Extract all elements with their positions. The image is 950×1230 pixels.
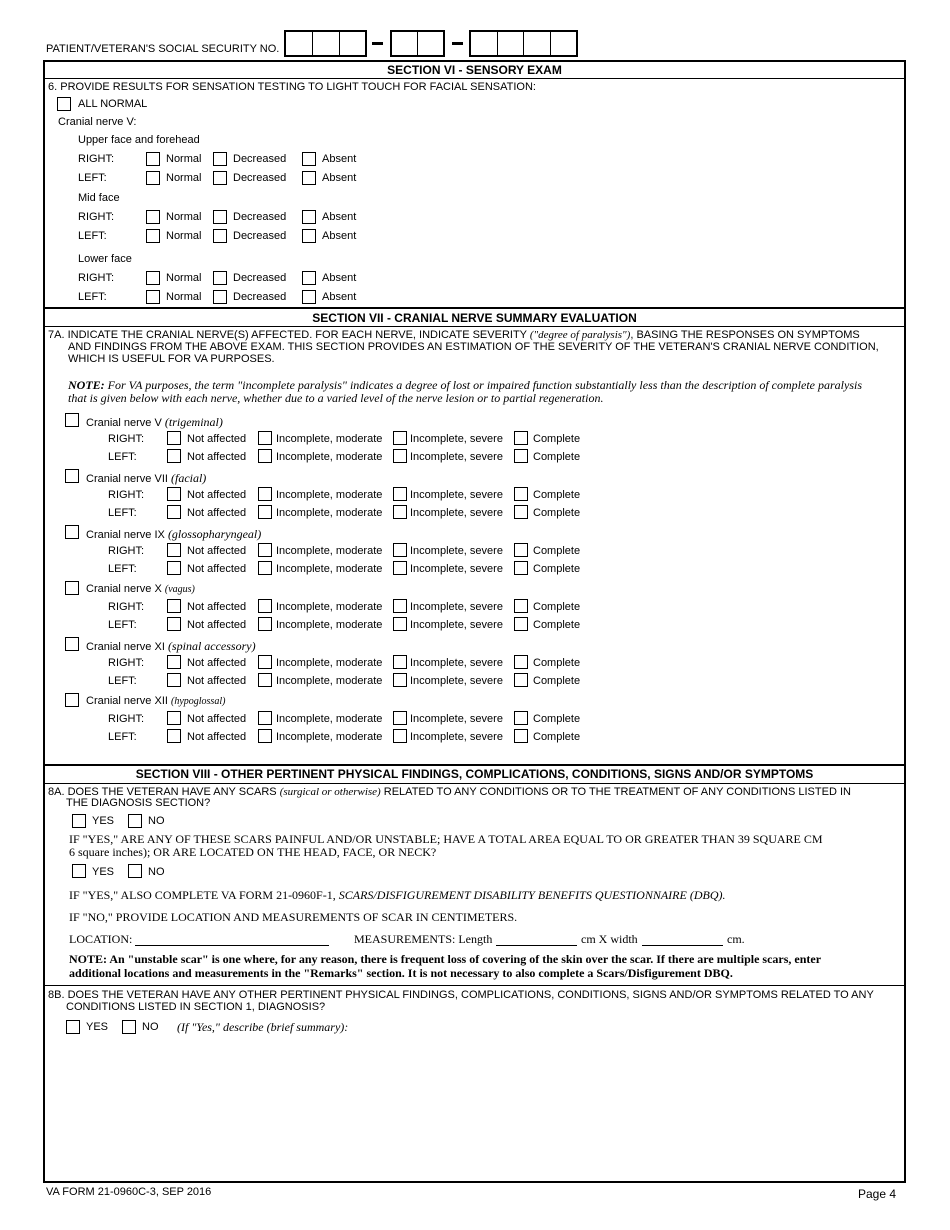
not-affected-label: Not affected bbox=[187, 507, 247, 519]
question-6-text: 6. PROVIDE RESULTS FOR SENSATION TESTING TO LIGHT TOUCH FOR FACIAL SENSATION: bbox=[48, 81, 536, 93]
side-label-right: RIGHT: bbox=[108, 601, 145, 613]
complete-left-checkbox[interactable] bbox=[514, 505, 528, 519]
incomplete-severe-label: Incomplete, severe bbox=[410, 489, 503, 501]
incomplete-severe-right-checkbox[interactable] bbox=[393, 711, 407, 725]
divider bbox=[43, 783, 906, 784]
normal-left-checkbox[interactable] bbox=[146, 290, 160, 304]
incomplete-severe-left-checkbox[interactable] bbox=[393, 449, 407, 463]
incomplete-moderate-label: Incomplete, moderate bbox=[276, 601, 383, 613]
absent-right-checkbox[interactable] bbox=[302, 271, 316, 285]
normal-right-checkbox[interactable] bbox=[146, 271, 160, 285]
nerve-description: (glossopharyngeal) bbox=[167, 527, 262, 541]
absent-left-checkbox[interactable] bbox=[302, 171, 316, 185]
ssn-label: PATIENT/VETERAN'S SOCIAL SECURITY NO. bbox=[46, 43, 280, 55]
question-7a-line-3: WHICH IS USEFUL FOR VA PURPOSES. bbox=[68, 353, 275, 365]
absent-label: Absent bbox=[322, 272, 357, 284]
not-affected-right-checkbox[interactable] bbox=[167, 487, 181, 501]
region-label: Mid face bbox=[78, 192, 120, 204]
complete-left-checkbox[interactable] bbox=[514, 729, 528, 743]
incomplete-moderate-right-checkbox[interactable] bbox=[258, 655, 272, 669]
complete-label: Complete bbox=[533, 451, 581, 463]
incomplete-severe-label: Incomplete, severe bbox=[410, 601, 503, 613]
incomplete-severe-right-checkbox[interactable] bbox=[393, 543, 407, 557]
complete-label: Complete bbox=[533, 545, 581, 557]
incomplete-severe-left-checkbox[interactable] bbox=[393, 729, 407, 743]
all-normal-checkbox[interactable] bbox=[57, 97, 71, 111]
cranial-nerve-v-label: Cranial nerve V: bbox=[58, 116, 137, 128]
decreased-right-checkbox[interactable] bbox=[213, 152, 227, 166]
incomplete-moderate-right-checkbox[interactable] bbox=[258, 599, 272, 613]
not-affected-label: Not affected bbox=[187, 657, 247, 669]
incomplete-moderate-left-checkbox[interactable] bbox=[258, 617, 272, 631]
divider bbox=[43, 307, 906, 309]
other-findings-no-checkbox[interactable] bbox=[122, 1020, 136, 1034]
if-yes-line-2: 6 square inches); OR ARE LOCATED ON THE HEAD, FACE, OR NECK? bbox=[69, 845, 437, 859]
incomplete-moderate-right-checkbox[interactable] bbox=[258, 487, 272, 501]
decreased-right-checkbox[interactable] bbox=[213, 210, 227, 224]
complete-right-checkbox[interactable] bbox=[514, 711, 528, 725]
nerve-label bbox=[86, 695, 225, 707]
absent-label: Absent bbox=[322, 211, 357, 223]
complete-left-checkbox[interactable] bbox=[514, 673, 528, 687]
nerve-name: Cranial nerve VII bbox=[86, 473, 171, 485]
not-affected-label: Not affected bbox=[187, 713, 247, 725]
incomplete-severe-right-checkbox[interactable] bbox=[393, 655, 407, 669]
not-affected-right-checkbox[interactable] bbox=[167, 711, 181, 725]
not-affected-label: Not affected bbox=[187, 489, 247, 501]
divider bbox=[43, 764, 906, 766]
incomplete-severe-left-checkbox[interactable] bbox=[393, 673, 407, 687]
side-label-left: LEFT: bbox=[108, 675, 137, 687]
not-affected-label: Not affected bbox=[187, 675, 247, 687]
incomplete-moderate-label: Incomplete, moderate bbox=[276, 713, 383, 725]
complete-label: Complete bbox=[533, 433, 581, 445]
scars-yes-checkbox[interactable] bbox=[72, 814, 86, 828]
not-affected-left-checkbox[interactable] bbox=[167, 561, 181, 575]
if-yes-line-1: IF "YES," ARE ANY OF THESE SCARS PAINFUL AND/OR UNSTABLE; HAVE A TOTAL AREA EQUAL TO OR GREATER THAN 39 SQUARE CM bbox=[69, 832, 823, 846]
painful-yes-label: YES bbox=[92, 866, 115, 878]
form-id: VA FORM 21-0960C-3, SEP 2016 bbox=[46, 1186, 212, 1198]
decreased-label: Decreased bbox=[233, 172, 287, 184]
nerve-description: (facial) bbox=[170, 471, 207, 485]
ssn-part-3-input[interactable] bbox=[469, 30, 578, 57]
incomplete-severe-label: Incomplete, severe bbox=[410, 619, 503, 631]
note-8a-line-1: NOTE: An "unstable scar" is one where, for any reason, there is frequent loss of covering of the skin over the scar. If there are multiple scars, enter bbox=[69, 952, 822, 966]
incomplete-severe-label: Incomplete, severe bbox=[410, 675, 503, 687]
absent-label: Absent bbox=[322, 153, 357, 165]
incomplete-moderate-left-checkbox[interactable] bbox=[258, 729, 272, 743]
incomplete-moderate-label: Incomplete, moderate bbox=[276, 545, 383, 557]
question-8b-line-2: CONDITIONS LISTED IN SECTION 1, DIAGNOSIS? bbox=[66, 1001, 326, 1013]
not-affected-left-checkbox[interactable] bbox=[167, 617, 181, 631]
note-8a-line-2: additional locations and measurements in the "Remarks" section. It is not necessary to also complete a Scars/Disfigurement DBQ. bbox=[69, 966, 733, 980]
incomplete-moderate-label: Incomplete, moderate bbox=[276, 507, 383, 519]
side-label-right: RIGHT: bbox=[108, 433, 145, 445]
incomplete-moderate-label: Incomplete, moderate bbox=[276, 731, 383, 743]
side-label-right: RIGHT: bbox=[108, 489, 145, 501]
normal-label: Normal bbox=[166, 172, 202, 184]
normal-right-checkbox[interactable] bbox=[146, 152, 160, 166]
incomplete-moderate-right-checkbox[interactable] bbox=[258, 431, 272, 445]
decreased-left-checkbox[interactable] bbox=[213, 171, 227, 185]
incomplete-moderate-label: Incomplete, moderate bbox=[276, 619, 383, 631]
cm-x-width-label: cm X width bbox=[581, 932, 638, 946]
incomplete-severe-label: Incomplete, severe bbox=[410, 731, 503, 743]
incomplete-moderate-right-checkbox[interactable] bbox=[258, 711, 272, 725]
incomplete-severe-label: Incomplete, severe bbox=[410, 713, 503, 725]
incomplete-severe-left-checkbox[interactable] bbox=[393, 505, 407, 519]
incomplete-severe-left-checkbox[interactable] bbox=[393, 617, 407, 631]
complete-left-checkbox[interactable] bbox=[514, 617, 528, 631]
complete-label: Complete bbox=[533, 489, 581, 501]
side-label-right: RIGHT: bbox=[108, 545, 145, 557]
all-normal-label: ALL NORMAL bbox=[78, 98, 148, 110]
decreased-left-checkbox[interactable] bbox=[213, 229, 227, 243]
question-8a-line-1: 8A. DOES THE VETERAN HAVE ANY SCARS (surgical or otherwise) RELATED TO ANY CONDITIONS OR TO THE TREATMENT OF ANY CONDITIONS LISTED IN bbox=[48, 786, 851, 798]
not-affected-label: Not affected bbox=[187, 433, 247, 445]
side-label-right: RIGHT: bbox=[78, 211, 115, 223]
side-label-left: LEFT: bbox=[78, 172, 107, 184]
incomplete-severe-label: Incomplete, severe bbox=[410, 657, 503, 669]
incomplete-moderate-label: Incomplete, moderate bbox=[276, 433, 383, 445]
not-affected-label: Not affected bbox=[187, 731, 247, 743]
complete-label: Complete bbox=[533, 657, 581, 669]
incomplete-severe-label: Incomplete, severe bbox=[410, 563, 503, 575]
nerve-label bbox=[86, 639, 256, 654]
nerve-description: (spinal accessory) bbox=[167, 639, 256, 653]
absent-label: Absent bbox=[322, 172, 357, 184]
side-label-left: LEFT: bbox=[78, 291, 107, 303]
ssn-part-2-input[interactable] bbox=[390, 30, 445, 57]
complete-label: Complete bbox=[533, 713, 581, 725]
side-label-left: LEFT: bbox=[108, 731, 137, 743]
not-affected-right-checkbox[interactable] bbox=[167, 599, 181, 613]
incomplete-moderate-label: Incomplete, moderate bbox=[276, 657, 383, 669]
normal-left-checkbox[interactable] bbox=[146, 171, 160, 185]
nerve-label bbox=[86, 471, 206, 486]
question-8b-line-1: 8B. DOES THE VETERAN HAVE ANY OTHER PERTINENT PHYSICAL FINDINGS, COMPLICATIONS, CONDITIONS, SIGNS AND/OR SYMPTOMS RELATED TO ANY bbox=[48, 989, 874, 1001]
not-affected-label: Not affected bbox=[187, 563, 247, 575]
not-affected-label: Not affected bbox=[187, 451, 247, 463]
not-affected-left-checkbox[interactable] bbox=[167, 449, 181, 463]
divider bbox=[43, 78, 906, 79]
painful-no-checkbox[interactable] bbox=[128, 864, 142, 878]
incomplete-moderate-left-checkbox[interactable] bbox=[258, 561, 272, 575]
region-label: Lower face bbox=[78, 253, 132, 265]
not-affected-label: Not affected bbox=[187, 545, 247, 557]
not-affected-label: Not affected bbox=[187, 601, 247, 613]
side-label-left: LEFT: bbox=[78, 230, 107, 242]
other-findings-yes-label: YES bbox=[86, 1021, 109, 1033]
divider bbox=[43, 326, 906, 327]
question-8a-line-2: THE DIAGNOSIS SECTION? bbox=[66, 797, 211, 809]
absent-right-checkbox[interactable] bbox=[302, 210, 316, 224]
incomplete-moderate-label: Incomplete, moderate bbox=[276, 489, 383, 501]
question-7a-line-1: 7A. INDICATE THE CRANIAL NERVE(S) AFFECTED. FOR EACH NERVE, INDICATE SEVERITY ("degree of paralysis"), BASING THE RESPONSES ON SYMPTOMS bbox=[48, 329, 860, 341]
incomplete-moderate-right-checkbox[interactable] bbox=[258, 543, 272, 557]
complete-label: Complete bbox=[533, 601, 581, 613]
decreased-label: Decreased bbox=[233, 230, 287, 242]
ssn-part-1-input[interactable] bbox=[284, 30, 367, 57]
decreased-label: Decreased bbox=[233, 153, 287, 165]
complete-right-checkbox[interactable] bbox=[514, 431, 528, 445]
decreased-label: Decreased bbox=[233, 291, 287, 303]
side-label-left: LEFT: bbox=[108, 451, 137, 463]
absent-right-checkbox[interactable] bbox=[302, 152, 316, 166]
complete-label: Complete bbox=[533, 675, 581, 687]
width-input[interactable] bbox=[642, 945, 723, 946]
nerve-description: (trigeminal) bbox=[164, 415, 223, 429]
nerve-checkbox[interactable] bbox=[65, 469, 79, 483]
scars-no-label: NO bbox=[148, 815, 165, 827]
side-label-left: LEFT: bbox=[108, 563, 137, 575]
normal-label: Normal bbox=[166, 153, 202, 165]
complete-label: Complete bbox=[533, 619, 581, 631]
note-7a-line-2: that is given below with each nerve, whether due to a varied level of the nerve lesion or to partial regeneration. bbox=[68, 391, 604, 405]
page-number: Page 4 bbox=[858, 1187, 897, 1201]
location-input[interactable] bbox=[135, 945, 329, 946]
absent-label: Absent bbox=[322, 291, 357, 303]
decreased-right-checkbox[interactable] bbox=[213, 271, 227, 285]
not-affected-right-checkbox[interactable] bbox=[167, 431, 181, 445]
complete-label: Complete bbox=[533, 563, 581, 575]
incomplete-severe-label: Incomplete, severe bbox=[410, 451, 503, 463]
nerve-description: (vagus) bbox=[164, 584, 195, 595]
complete-label: Complete bbox=[533, 731, 581, 743]
incomplete-severe-label: Incomplete, severe bbox=[410, 545, 503, 557]
if-yes-describe-label: (If "Yes," describe (brief summary): bbox=[177, 1020, 349, 1034]
normal-left-checkbox[interactable] bbox=[146, 229, 160, 243]
incomplete-severe-right-checkbox[interactable] bbox=[393, 599, 407, 613]
incomplete-severe-right-checkbox[interactable] bbox=[393, 431, 407, 445]
nerve-name: Cranial nerve V bbox=[86, 417, 165, 429]
not-affected-left-checkbox[interactable] bbox=[167, 673, 181, 687]
incomplete-severe-label: Incomplete, severe bbox=[410, 507, 503, 519]
normal-label: Normal bbox=[166, 230, 202, 242]
divider bbox=[43, 985, 906, 986]
section-7-title: SECTION VII - CRANIAL NERVE SUMMARY EVALUATION bbox=[312, 311, 637, 325]
section-6-title: SECTION VI - SENSORY EXAM bbox=[387, 63, 562, 77]
nerve-label bbox=[86, 583, 195, 595]
incomplete-moderate-left-checkbox[interactable] bbox=[258, 449, 272, 463]
length-input[interactable] bbox=[496, 945, 577, 946]
normal-label: Normal bbox=[166, 291, 202, 303]
nerve-checkbox[interactable] bbox=[65, 693, 79, 707]
absent-left-checkbox[interactable] bbox=[302, 229, 316, 243]
other-findings-yes-checkbox[interactable] bbox=[66, 1020, 80, 1034]
nerve-description: (hypoglossal) bbox=[170, 696, 226, 707]
complete-right-checkbox[interactable] bbox=[514, 655, 528, 669]
incomplete-moderate-label: Incomplete, moderate bbox=[276, 563, 383, 575]
not-affected-left-checkbox[interactable] bbox=[167, 729, 181, 743]
nerve-checkbox[interactable] bbox=[65, 637, 79, 651]
normal-right-checkbox[interactable] bbox=[146, 210, 160, 224]
section-8-title: SECTION VIII - OTHER PERTINENT PHYSICAL FINDINGS, COMPLICATIONS, CONDITIONS, SIGNS AND/OR SYMPTOMS bbox=[135, 767, 814, 781]
side-label-right: RIGHT: bbox=[78, 272, 115, 284]
not-affected-right-checkbox[interactable] bbox=[167, 655, 181, 669]
complete-right-checkbox[interactable] bbox=[514, 599, 528, 613]
scars-no-checkbox[interactable] bbox=[128, 814, 142, 828]
incomplete-moderate-label: Incomplete, moderate bbox=[276, 675, 383, 687]
measurements-label: MEASUREMENTS: Length bbox=[354, 932, 493, 946]
not-affected-label: Not affected bbox=[187, 619, 247, 631]
decreased-label: Decreased bbox=[233, 211, 287, 223]
nerve-checkbox[interactable] bbox=[65, 581, 79, 595]
nerve-label bbox=[86, 527, 261, 542]
absent-label: Absent bbox=[322, 230, 357, 242]
nerve-checkbox[interactable] bbox=[65, 413, 79, 427]
not-affected-left-checkbox[interactable] bbox=[167, 505, 181, 519]
note-7a-line-1: NOTE: For VA purposes, the term "incomplete paralysis" indicates a degree of lost or impaired function substantially less than the description of complete paralysis bbox=[68, 378, 863, 392]
nerve-name: Cranial nerve IX bbox=[86, 529, 168, 541]
side-label-right: RIGHT: bbox=[78, 153, 115, 165]
painful-yes-checkbox[interactable] bbox=[72, 864, 86, 878]
painful-no-label: NO bbox=[148, 866, 165, 878]
side-label-right: RIGHT: bbox=[108, 657, 145, 669]
complete-left-checkbox[interactable] bbox=[514, 561, 528, 575]
normal-label: Normal bbox=[166, 211, 202, 223]
decreased-label: Decreased bbox=[233, 272, 287, 284]
nerve-label bbox=[86, 415, 223, 430]
nerve-name: Cranial nerve XI bbox=[86, 641, 168, 653]
incomplete-severe-right-checkbox[interactable] bbox=[393, 487, 407, 501]
scars-yes-label: YES bbox=[92, 815, 115, 827]
complete-right-checkbox[interactable] bbox=[514, 543, 528, 557]
other-findings-description-input[interactable] bbox=[60, 1040, 890, 1175]
side-label-left: LEFT: bbox=[108, 507, 137, 519]
complete-label: Complete bbox=[533, 507, 581, 519]
not-affected-right-checkbox[interactable] bbox=[167, 543, 181, 557]
incomplete-severe-left-checkbox[interactable] bbox=[393, 561, 407, 575]
also-complete-text: IF "YES," ALSO COMPLETE VA FORM 21-0960F-1, SCARS/DISFIGUREMENT DISABILITY BENEFITS QUESTIONNAIRE (DBQ). bbox=[69, 888, 726, 902]
nerve-name: Cranial nerve XII bbox=[86, 695, 171, 707]
nerve-checkbox[interactable] bbox=[65, 525, 79, 539]
incomplete-moderate-label: Incomplete, moderate bbox=[276, 451, 383, 463]
ssn-dash bbox=[452, 42, 463, 45]
normal-label: Normal bbox=[166, 272, 202, 284]
question-7a-line-2: AND FINDINGS FROM THE ABOVE EXAM. THIS SECTION PROVIDES AN ESTIMATION OF THE SEVERITY OF THE VETERAN'S CRANIAL NERVE CONDITION, bbox=[68, 341, 879, 353]
nerve-name: Cranial nerve X bbox=[86, 583, 165, 595]
region-label: Upper face and forehead bbox=[78, 134, 200, 146]
cm-label: cm. bbox=[727, 932, 745, 946]
incomplete-moderate-left-checkbox[interactable] bbox=[258, 505, 272, 519]
other-findings-no-label: NO bbox=[142, 1021, 159, 1033]
absent-left-checkbox[interactable] bbox=[302, 290, 316, 304]
location-label: LOCATION: bbox=[69, 932, 133, 946]
side-label-left: LEFT: bbox=[108, 619, 137, 631]
if-no-text: IF "NO," PROVIDE LOCATION AND MEASUREMENTS OF SCAR IN CENTIMETERS. bbox=[69, 910, 518, 924]
side-label-right: RIGHT: bbox=[108, 713, 145, 725]
complete-left-checkbox[interactable] bbox=[514, 449, 528, 463]
decreased-left-checkbox[interactable] bbox=[213, 290, 227, 304]
incomplete-moderate-left-checkbox[interactable] bbox=[258, 673, 272, 687]
ssn-dash bbox=[372, 42, 383, 45]
incomplete-severe-label: Incomplete, severe bbox=[410, 433, 503, 445]
complete-right-checkbox[interactable] bbox=[514, 487, 528, 501]
